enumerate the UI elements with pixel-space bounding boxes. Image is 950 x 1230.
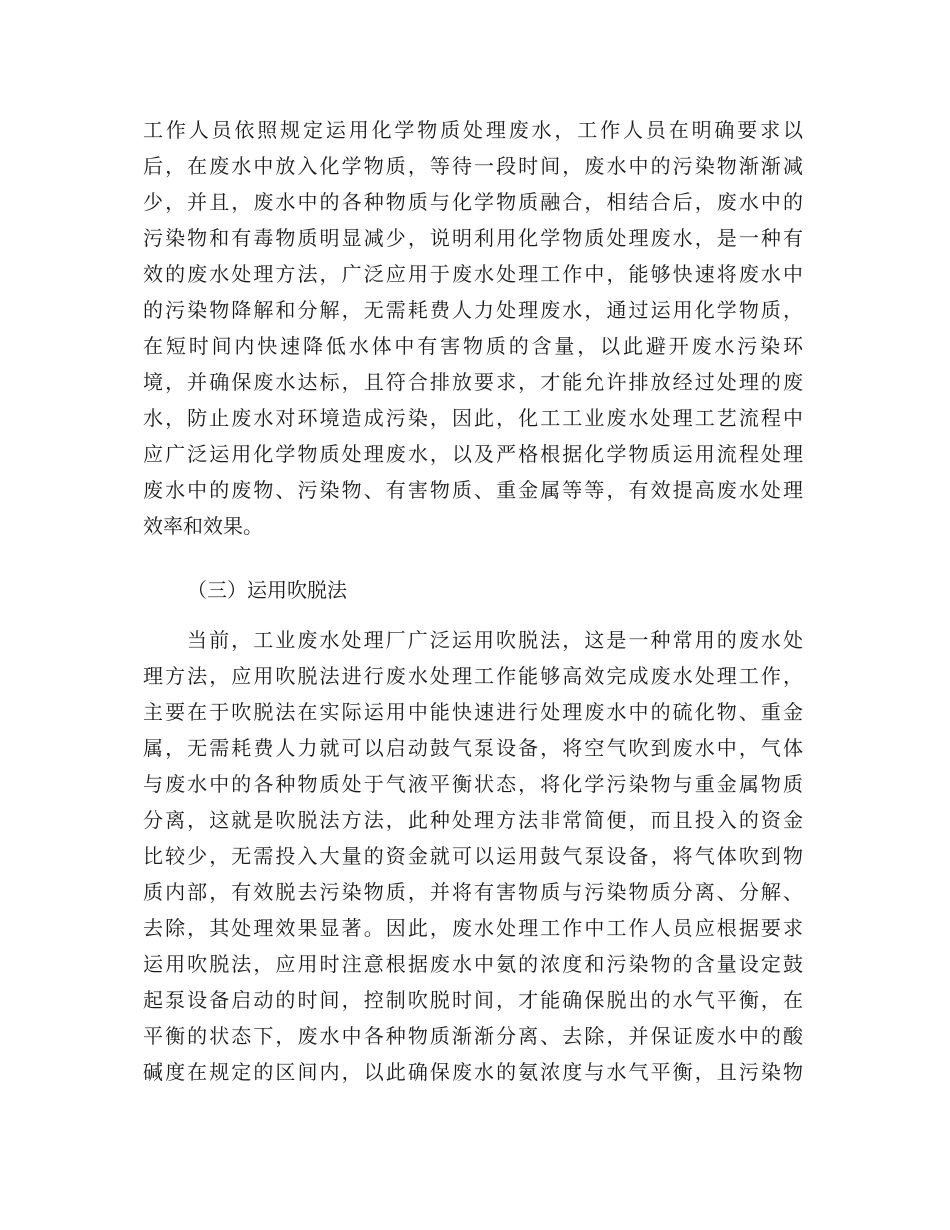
paragraph-line: 去除，其处理效果显著。因此，废水处理工作中工作人员应根据要求 <box>143 916 803 940</box>
paragraph-line: 的污染物降解和分解，无需耗费人力处理废水，通过运用化学物质， <box>143 298 803 322</box>
section-heading: （三）运用吹脱法 <box>187 578 347 602</box>
paragraph-line: 分离，这就是吹脱法方法，此种处理方法非常简便，而且投入的资金 <box>143 808 803 832</box>
paragraph-line: 废水中的废物、污染物、有害物质、重金属等等，有效提高废水处理 <box>143 478 803 502</box>
paragraph-line: 工作人员依照规定运用化学物质处理废水，工作人员在明确要求以 <box>143 118 803 142</box>
paragraph-line: 比较少，无需投入大量的资金就可以运用鼓气泵设备，将气体吹到物 <box>143 844 803 868</box>
body-paragraph <box>143 112 803 544</box>
paragraph-line: 碱度在规定的区间内，以此确保废水的氨浓度与水气平衡，且污染物 <box>143 1060 803 1084</box>
paragraph-line: 理方法，应用吹脱法进行废水处理工作能够高效完成废水处理工作， <box>143 664 803 688</box>
paragraph-line: 应广泛运用化学物质处理废水，以及严格根据化学物质运用流程处理 <box>143 442 803 466</box>
paragraph-line: 运用吹脱法，应用时注意根据废水中氨的浓度和污染物的含量设定鼓 <box>143 952 803 976</box>
paragraph-line: 水，防止废水对环境造成污染，因此，化工工业废水处理工艺流程中 <box>143 406 803 430</box>
paragraph-line: 在短时间内快速降低水体中有害物质的含量，以此避开废水污染环 <box>143 334 803 358</box>
paragraph-line: 与废水中的各种物质处于气液平衡状态，将化学污染物与重金属物质 <box>143 772 803 796</box>
paragraph-line: 平衡的状态下，废水中各种物质渐渐分离、去除，并保证废水中的酸 <box>143 1024 803 1048</box>
paragraph-line: 污染物和有毒物质明显减少，说明利用化学物质处理废水，是一种有 <box>143 226 803 250</box>
paragraph-line: 质内部，有效脱去污染物质，并将有害物质与污染物质分离、分解、 <box>143 880 803 904</box>
paragraph-line: 起泵设备启动的时间，控制吹脱时间，才能确保脱出的水气平衡，在 <box>143 988 803 1012</box>
body-paragraph <box>143 622 803 1090</box>
paragraph-line: 效率和效果。 <box>143 514 263 538</box>
paragraph-line: 属，无需耗费人力就可以启动鼓气泵设备，将空气吹到废水中，气体 <box>143 736 803 760</box>
paragraph-line: 当前，工业废水处理厂广泛运用吹脱法，这是一种常用的废水处 <box>187 628 803 652</box>
paragraph-line: 少，并且，废水中的各种物质与化学物质融合，相结合后，废水中的 <box>143 190 803 214</box>
paragraph-line: 境，并确保废水达标，且符合排放要求，才能允许排放经过处理的废 <box>143 370 803 394</box>
paragraph-line: 效的废水处理方法，广泛应用于废水处理工作中，能够快速将废水中 <box>143 262 803 286</box>
paragraph-line: 主要在于吹脱法在实际运用中能快速进行处理废水中的硫化物、重金 <box>143 700 803 724</box>
paragraph-line: 后，在废水中放入化学物质，等待一段时间，废水中的污染物渐渐减 <box>143 154 803 178</box>
